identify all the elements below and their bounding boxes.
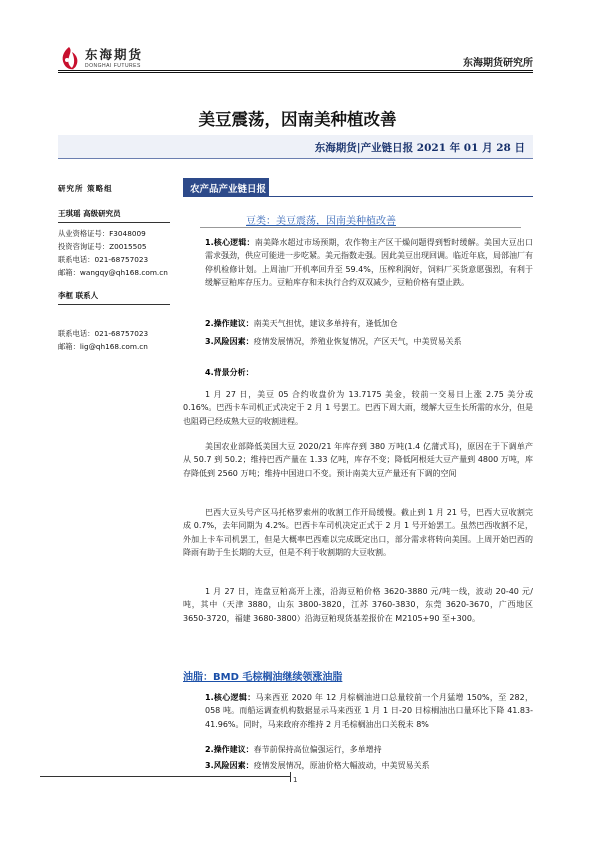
palm-advice (183, 743, 533, 756)
palm-oil-article-title[interactable]: 油脂：BMD 毛棕榈油继续领涨油脂 (183, 672, 343, 683)
background-paragraph-3: 巴西大豆头号产区马托格罗索州的收割工作开局缓慢。截止到 1 月 21 号，巴西大豆收割完成 0.7%，去年同期为 4.2%。巴西卡车司机决定正式于 2 月 1 号开始罢工。虽然巴西收割不足，外加上卡车司机罢工，但是大概率巴西难以完成既定出口，部分需求将转向美国。上周开始巴西的降雨有助于生长期的大豆，但是不利于收割期的大豆收割。 (183, 508, 533, 557)
contact-email[interactable]: 邮箱：lig@qh168.com.cn (58, 342, 148, 351)
palm-risk (183, 759, 533, 772)
soybean-article-title[interactable]: 豆类：美豆震荡，因南美种植改善 (246, 216, 396, 227)
footer-divider (40, 776, 290, 777)
logo-mark-icon (58, 46, 80, 72)
soybean-advice (183, 317, 533, 330)
author-panel (58, 183, 170, 353)
soybean-core-logic (183, 236, 533, 289)
palm-core-logic-text: 马来西亚 2020 年 12 月棕榈油进口总量较前一个月猛增 150%，至 282，058 吨。而船运调查机构数据显示马来西亚 1 月 1 日-20 日棕榈油出口量环比下降 41.83-41.96%。同时，马来政府亦维持 2 月毛棕榈油出口关税未 8% (205, 693, 533, 729)
core-logic-text: 南美降水超过市场预期，农作物主产区干燥问题得到暂时缓解。美国大豆出口需求强劲，供应可能进一步吃紧。美元指数走强。因此美豆出现回调。临近年底，局部油厂有停机检修计划。上周油厂开机率回升至 59.4%，压榨利润好，饲料厂买货意愿强烈，有利于缓解豆粕库存压力。豆粕库存和未执行合约双双减少，豆粕价格有望止跌。 (205, 238, 533, 287)
risk-text: 疫情发展情况，养殖业恢复情况，产区天气，中美贸易关系 (253, 337, 462, 346)
logo-chinese-name: 东海期货 (85, 47, 144, 63)
advice-label: 2.操作建议： (205, 319, 254, 328)
soybean-risk (183, 335, 533, 348)
contact-phone: 联系电话：021-68757023 (58, 329, 149, 338)
logo-english-name: DONGHAI FUTURES (85, 62, 141, 69)
page-number: 1 (293, 776, 298, 784)
contact-name: 李框 联系人 (58, 290, 170, 305)
background-label: 4.背景分析： (205, 368, 254, 377)
section-divider (183, 196, 533, 197)
analyst-email[interactable]: 邮箱：wangqy@qh168.com.cn (58, 268, 168, 277)
risk-label: 3.风险因素： (205, 337, 254, 346)
palm-core-logic-label: 1.核心逻辑： (205, 693, 256, 702)
palm-risk-label: 3.风险因素： (205, 761, 254, 770)
core-logic-label: 1.核心逻辑： (205, 238, 255, 247)
background-paragraph-4: 1 月 27 日，连盘豆粕高开上涨，沿海豆粕价格 3620-3880 元/吨一线，波动 20-40 元/吨，其中（天津 3880，山东 3800-3820，江苏 3760-3830，东莞 3620-3670，广西地区 3650-3720，福建 3680-3800）沿海豆粕现货基差报价在 M2105+90 至+300。 (183, 587, 533, 623)
header-divider (58, 70, 533, 74)
institute-name: 东海期货研究所 (463, 58, 533, 69)
article-divider (200, 227, 521, 228)
advice-text: 南美天气担忧，建议多单持有，逢低加仓 (253, 319, 398, 328)
footer-tick (290, 772, 291, 782)
palm-core-logic (183, 691, 533, 731)
analyst-name: 王琪瑶 高级研究员 (58, 208, 170, 223)
background-paragraph-1: 1 月 27 日，美豆 05 合约收盘价为 13.7175 美金，较前一交易日上涨 2.75 美分或 0.16%。巴西卡车司机正式决定于 2 月 1 号罢工。巴西下周大雨，缓解大豆生长所需的水分，但是也阻碍已经成熟大豆的收割进程。 (183, 390, 533, 426)
palm-advice-text: 春节前保持高位偏强运行，多单增持 (253, 745, 382, 754)
report-title: 美豆震荡，因南美种植改善 (198, 110, 397, 129)
analyst-phone: 联系电话：021-68757023 (58, 255, 149, 264)
team-label: 研究所 策略组 (58, 184, 113, 193)
subtitle-bar (58, 135, 533, 159)
report-subtitle: 东海期货|产业链日报 2021 年 01 月 28 日 (314, 142, 525, 154)
section-tag: 农产品产业链日报 (183, 178, 269, 196)
analyst-license: 投资咨询证号：Z0015505 (58, 242, 147, 251)
background-paragraph-2: 美国农业部降低美国大豆 2020/21 年库存到 380 万吨(1.4 亿蒲式耳)，原因在于下调单产从 50.7 到 50.2；维持巴西产量在 1.33 亿吨，库存不变；降低阿根廷大豆产量到 4800 万吨，库存降低到 2560 万吨；维持中国进口不变。预计南美大豆产量还有下调的空间 (183, 442, 533, 478)
analyst-qualification: 从业资格证号：F3048009 (58, 229, 146, 238)
palm-advice-label: 2.操作建议： (205, 745, 254, 754)
palm-risk-text: 疫情发展情况，原油价格大幅波动，中美贸易关系 (253, 761, 430, 770)
soybean-background-heading (183, 366, 533, 379)
